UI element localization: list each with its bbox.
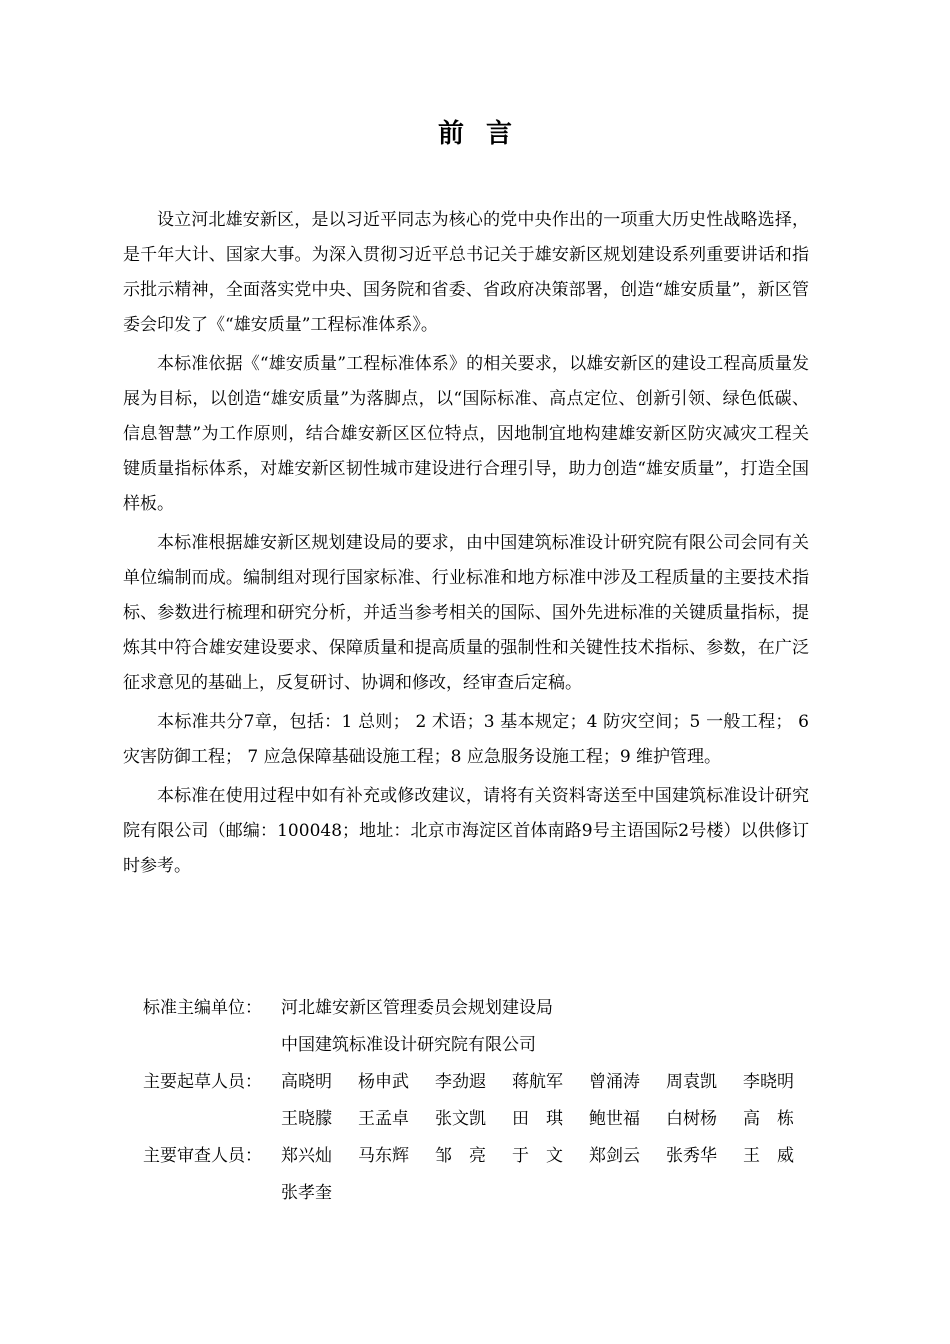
- drafter-name: 高晓明: [281, 1072, 332, 1092]
- paragraph-1: 设立河北雄安新区，是以习近平同志为核心的党中央作出的一项重大历史性战略选择，是千年大计、国家大事。为深入贯彻习近平总书记关于雄安新区规划建设系列重要讲话和指示批示精神，全面落实党中央、国务院和省委、省政府决策部署，创造“雄安质量”，新区管委会印发了《“雄安质量”工程标准体系》。: [123, 210, 809, 335]
- drafter-name: 王孟卓: [358, 1109, 409, 1129]
- chief-units-row: [143, 990, 823, 1064]
- reviewer-name: 郑兴灿: [281, 1146, 332, 1166]
- chief-units-list: [281, 990, 823, 1064]
- reviewers-list: [281, 1138, 823, 1212]
- chief-unit: 中国建筑标准设计研究院有限公司: [281, 1035, 536, 1055]
- drafter-name: 周袁凯: [666, 1072, 717, 1092]
- drafter-name: 白树杨: [666, 1109, 717, 1129]
- reviewers-row: [143, 1138, 823, 1212]
- paragraph-5: 本标准在使用过程中如有补充或修改建议，请将有关资料寄送至中国建筑标准设计研究院有限公司（邮编：100048；地址：北京市海淀区首体南路9号主语国际2号楼）以供修订时参考。: [123, 786, 809, 876]
- paragraph-4: 本标准共分7章，包括：1 总则； 2 术语；3 基本规定；4 防灾空间；5 一般工程； 6 灾害防御工程； 7 应急保障基础设施工程；8 应急服务设施工程；9 维护管理。: [123, 712, 809, 767]
- drafter-name: 杨申武: [358, 1072, 409, 1092]
- reviewer-name: 张孝奎: [281, 1183, 332, 1203]
- paragraph-3: 本标准根据雄安新区规划建设局的要求，由中国建筑标准设计研究院有限公司会同有关单位编制而成。编制组对现行国家标准、行业标准和地方标准中涉及工程质量的主要技术指标、参数进行梳理和研究分析，并适当参考相关的国际、国外先进标准的关键质量指标，提炼其中符合雄安建设要求、保障质量和提高质量的强制性和关键性技术指标、参数，在广泛征求意见的基础上，反复研讨、协调和修改，经审查后定稿。: [123, 533, 809, 693]
- reviewer-name: 郑剑云: [589, 1146, 640, 1166]
- paragraph-2: 本标准依据《“雄安质量”工程标准体系》的相关要求，以雄安新区的建设工程高质量发展为目标，以创造“雄安质量”为落脚点，以“国际标准、高点定位、创新引领、绿色低碳、信息智慧”为工作原则，结合雄安新区区位特点，因地制宜地构建雄安新区防灾减灾工程关键质量指标体系，对雄安新区韧性城市建设进行合理引导，助力创造“雄安质量”，打造全国样板。: [123, 354, 809, 514]
- staff-section: [143, 990, 823, 1212]
- drafters-label: 主要起草人员：: [143, 1072, 262, 1092]
- drafter-name: 曾涌涛: [589, 1072, 640, 1092]
- reviewer-name: 马东辉: [358, 1146, 409, 1166]
- drafter-name: 高 栋: [743, 1109, 794, 1129]
- drafter-name: 李劲遐: [435, 1072, 486, 1092]
- drafter-name: 张文凯: [435, 1109, 486, 1129]
- reviewer-name: 邹 亮: [435, 1146, 486, 1166]
- chief-unit: 河北雄安新区管理委员会规划建设局: [281, 998, 553, 1018]
- drafters-row: [143, 1064, 823, 1138]
- drafter-name: 蒋航军: [512, 1072, 563, 1092]
- drafter-name: 李晓明: [743, 1072, 794, 1092]
- drafter-name: 王晓朦: [281, 1109, 332, 1129]
- chief-units-label: 标准主编单位：: [143, 998, 262, 1018]
- reviewer-name: 张秀华: [666, 1146, 717, 1166]
- drafter-name: 田 琪: [512, 1109, 563, 1129]
- preface-body: [123, 203, 809, 888]
- page-title: 前言: [437, 119, 534, 149]
- drafter-name: 鲍世福: [589, 1109, 640, 1129]
- reviewer-name: 王 威: [743, 1146, 794, 1166]
- drafters-list: [281, 1064, 823, 1138]
- reviewers-label: 主要审查人员：: [143, 1146, 262, 1166]
- reviewer-name: 于 文: [512, 1146, 563, 1166]
